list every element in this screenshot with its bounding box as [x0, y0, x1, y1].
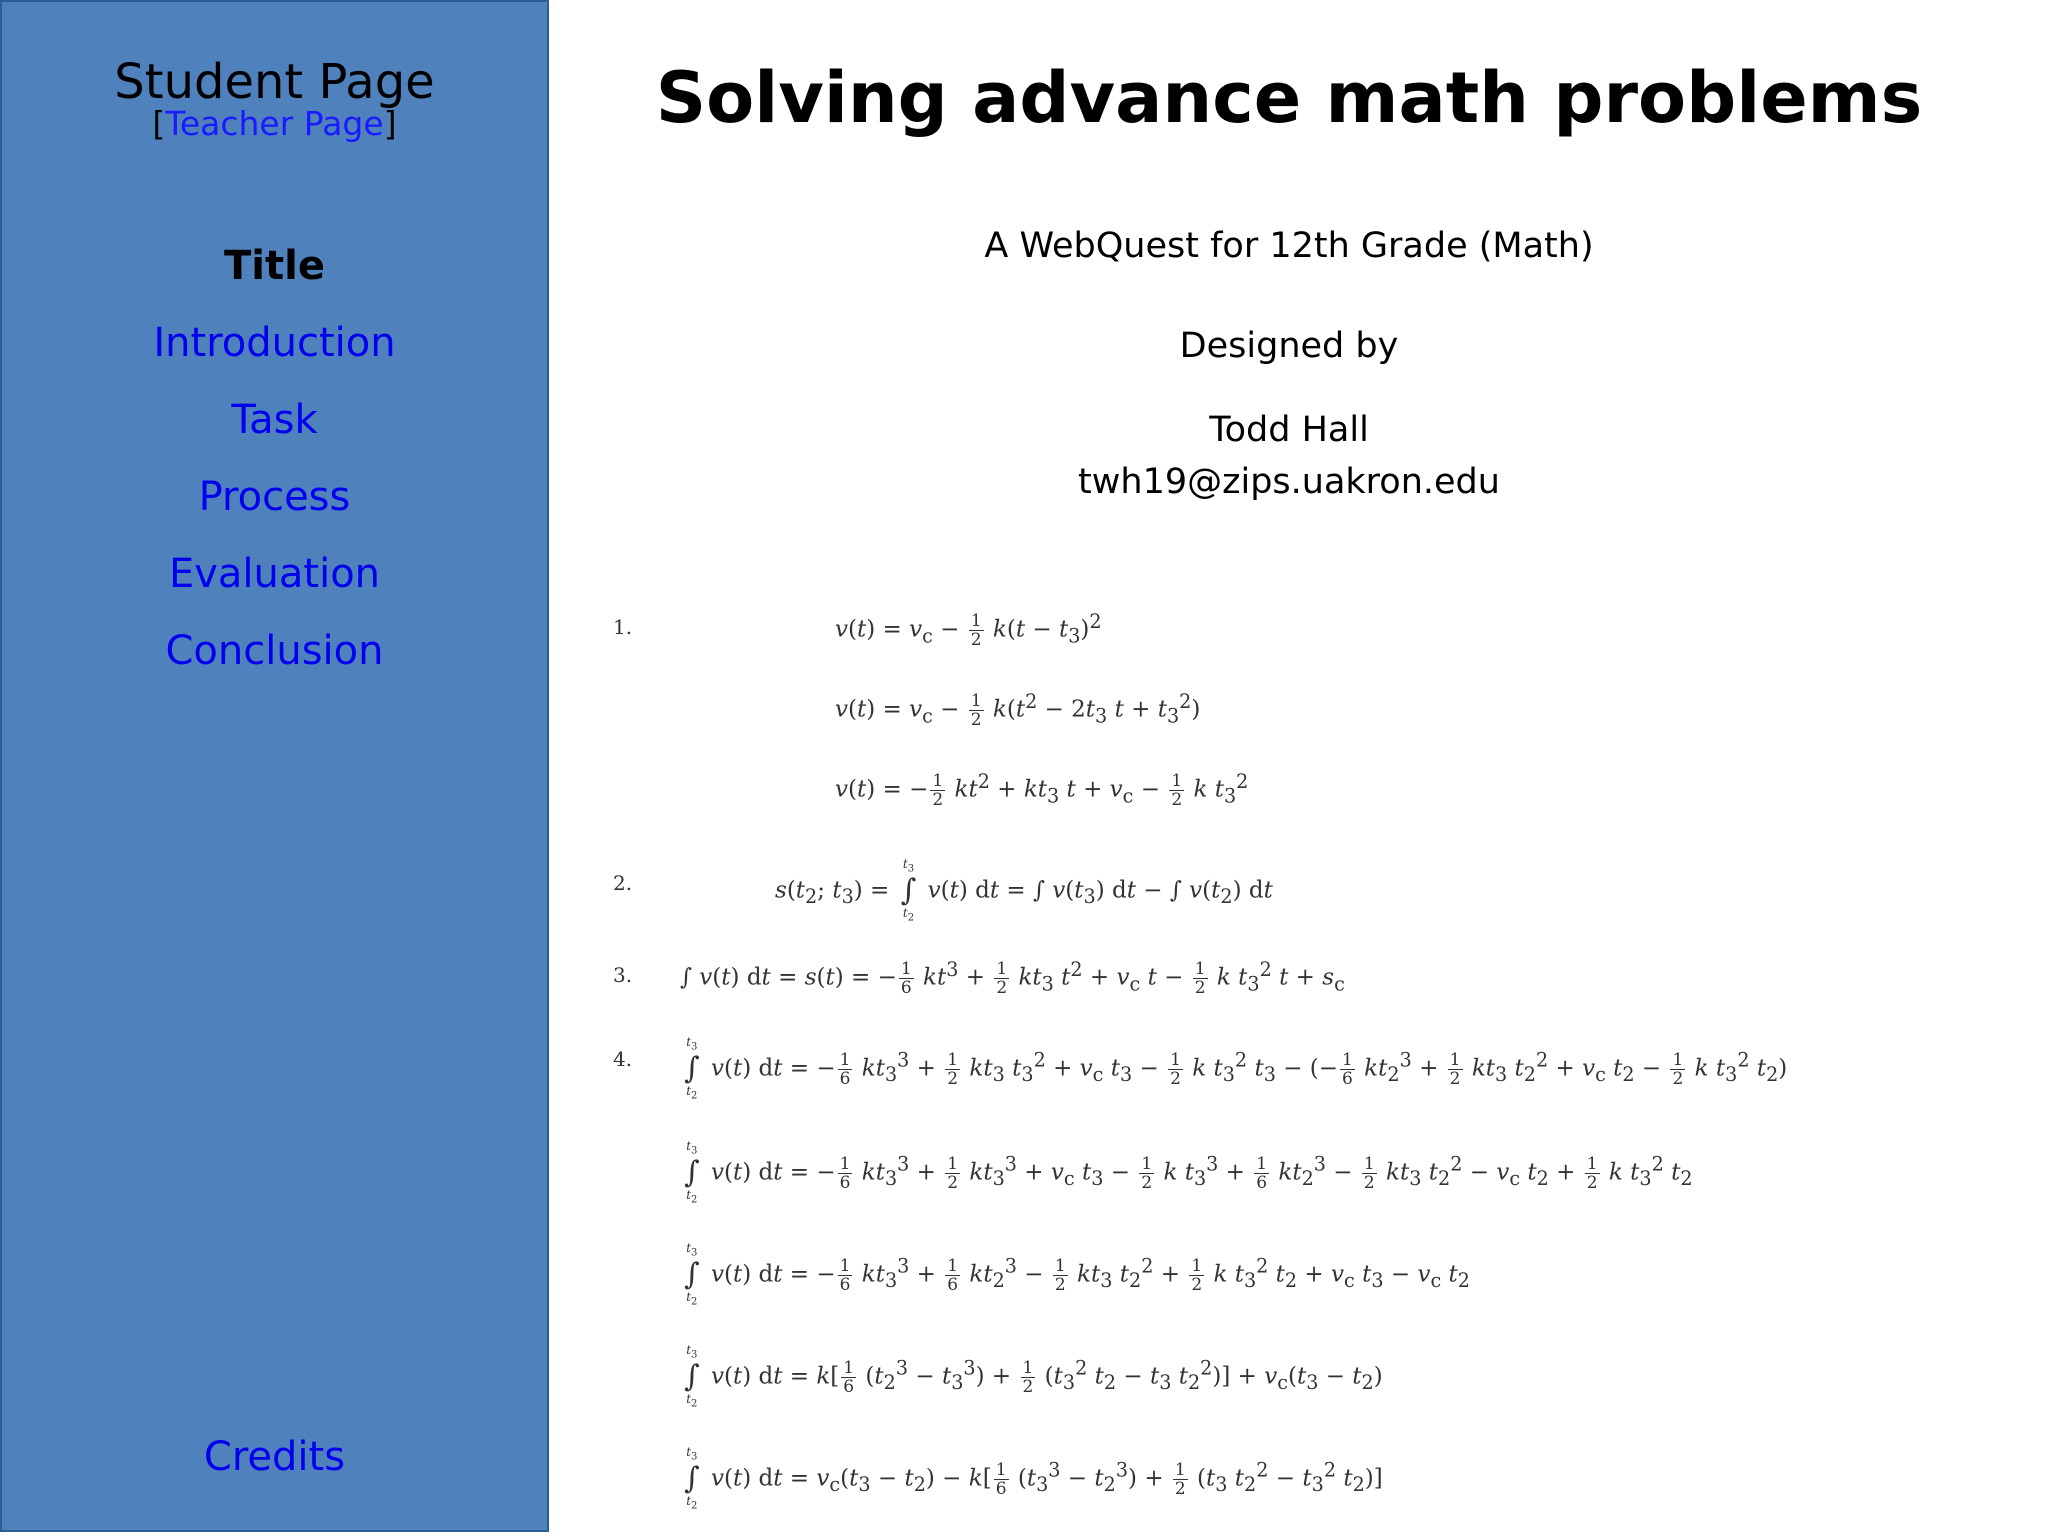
equation-line: $t_3$ ∫ $t_2$ v(t) dt = − $\frac{1}{6}$ $kt_3^3$ + $\frac{1}{2}$ $kt_3$ $t_3^2 + v_c$ $t_3$ − $\frac{1}{2}$ k $t_3^2$ $t_3$ − (− $\frac{1}{6}$ $kt_2^3$ + $\frac{1}{2}$ $kt_3$ $t_2^2 + v_c$ $t_2$ − $\frac{1}{2}$ k $t_3^2$ $t_2$)	[684, 1035, 1788, 1102]
sidebar	[0, 0, 549, 1532]
designed-by-label: Designed by	[1179, 326, 1399, 366]
author-email: twh19@zips.uakron.edu	[1078, 462, 1500, 502]
nav-item-evaluation[interactable]: Evaluation	[168, 551, 381, 597]
equation-number-4: 4.	[613, 1047, 633, 1071]
nav-item-title: Title	[224, 243, 325, 289]
equation-line: $v(t) = v_c$ − $\frac{1}{2}$ $k(t - t_3)^2$	[835, 610, 1102, 651]
equation-line: $t_3$ ∫ $t_2$ v(t) dt = − $\frac{1}{6}$ $kt_3^3$ + $\frac{1}{6}$ $kt_2^3$ − $\frac{1}{2}$ $kt_3$ $t_2^2$ + $\frac{1}{2}$ k $t_3^2$ $t_2 + v_c$ $t_3 - v_c$ $t_2$	[684, 1241, 1470, 1308]
bracket-close: ]	[383, 104, 397, 143]
nav-item-conclusion[interactable]: Conclusion	[165, 628, 384, 674]
equation-line: $t_3$ ∫ $t_2$ v(t) dt = k[ $\frac{1}{6}$ $(t_2^3 - t_3^3)$ + $\frac{1}{2}$ ($t_3^2$ $t_2 - t_3$ $t_2^2)] + v_c(t_3 - t_2)$	[684, 1343, 1383, 1410]
equation-number-1: 1.	[613, 615, 633, 639]
equation-number-3: 3.	[613, 963, 633, 987]
equation-line: $v(t) = v_c$ − $\frac{1}{2}$ $k(t^2 - 2t_3$ $t + t_3^2$)	[835, 690, 1201, 731]
nav-item-introduction[interactable]: Introduction	[153, 320, 396, 366]
teacher-page-link[interactable]: Teacher Page	[165, 104, 384, 143]
sidebar-nav	[2, 238, 547, 700]
equation-line: $t_3$ ∫ $t_2$ v(t) dt = − $\frac{1}{6}$ $kt_3^3$ + $\frac{1}{2}$ $kt_3^3 + v_c$ $t_3$ − $\frac{1}{2}$ k $t_3^3$ + $\frac{1}{6}$ $kt_2^3$ − $\frac{1}{2}$ $kt_3$ $t_2^2 - v_c$ $t_2$ + $\frac{1}{2}$ k $t_3^2$ $t_2$	[684, 1139, 1693, 1206]
nav-item-credits[interactable]: Credits	[203, 1434, 346, 1480]
equation-line: v(t) = − $\frac{1}{2}$ $kt^2 + kt_3$ $t + v_c$ − $\frac{1}{2}$ k $t_3^2$	[835, 770, 1249, 811]
equation-line: $t_3$ ∫ $t_2$ v(t) dt = $v_c(t_3 - t_2) - k$[ $\frac{1}{6}$ $(t_3^3 - t_2^3)$ + $\frac{1}{2}$ ($t_3$ $t_2^2 - t_3^2$ $t_2$)]	[684, 1445, 1383, 1512]
equation-line: ∫ v(t) dt = s(t) = − $\frac{1}{6}$ $kt^3$ + $\frac{1}{2}$ $kt_3$ $t^2 + v_c$ t − $\frac{1}{2}$ k $t_3^2$ $t + s_c$	[680, 958, 1345, 999]
equation-number-2: 2.	[613, 871, 633, 895]
nav-item-process[interactable]: Process	[198, 474, 351, 520]
page-title: Solving advance math problems	[655, 57, 1923, 139]
author-name: Todd Hall	[1209, 410, 1369, 450]
student-page-title: Student Page	[114, 54, 435, 110]
equation-line: $s(t_2$; $t_3$) = $t_3$ ∫ $t_2$ v(t) dt = ∫ $v(t_3)$ dt − ∫ $v(t_2)$ dt	[775, 857, 1273, 924]
nav-item-task[interactable]: Task	[231, 397, 318, 443]
webquest-subtitle: A WebQuest for 12th Grade (Math)	[984, 226, 1594, 266]
equations-figure	[565, 585, 2005, 1525]
bracket-open: [	[152, 104, 166, 143]
teacher-page-line	[2, 104, 547, 144]
